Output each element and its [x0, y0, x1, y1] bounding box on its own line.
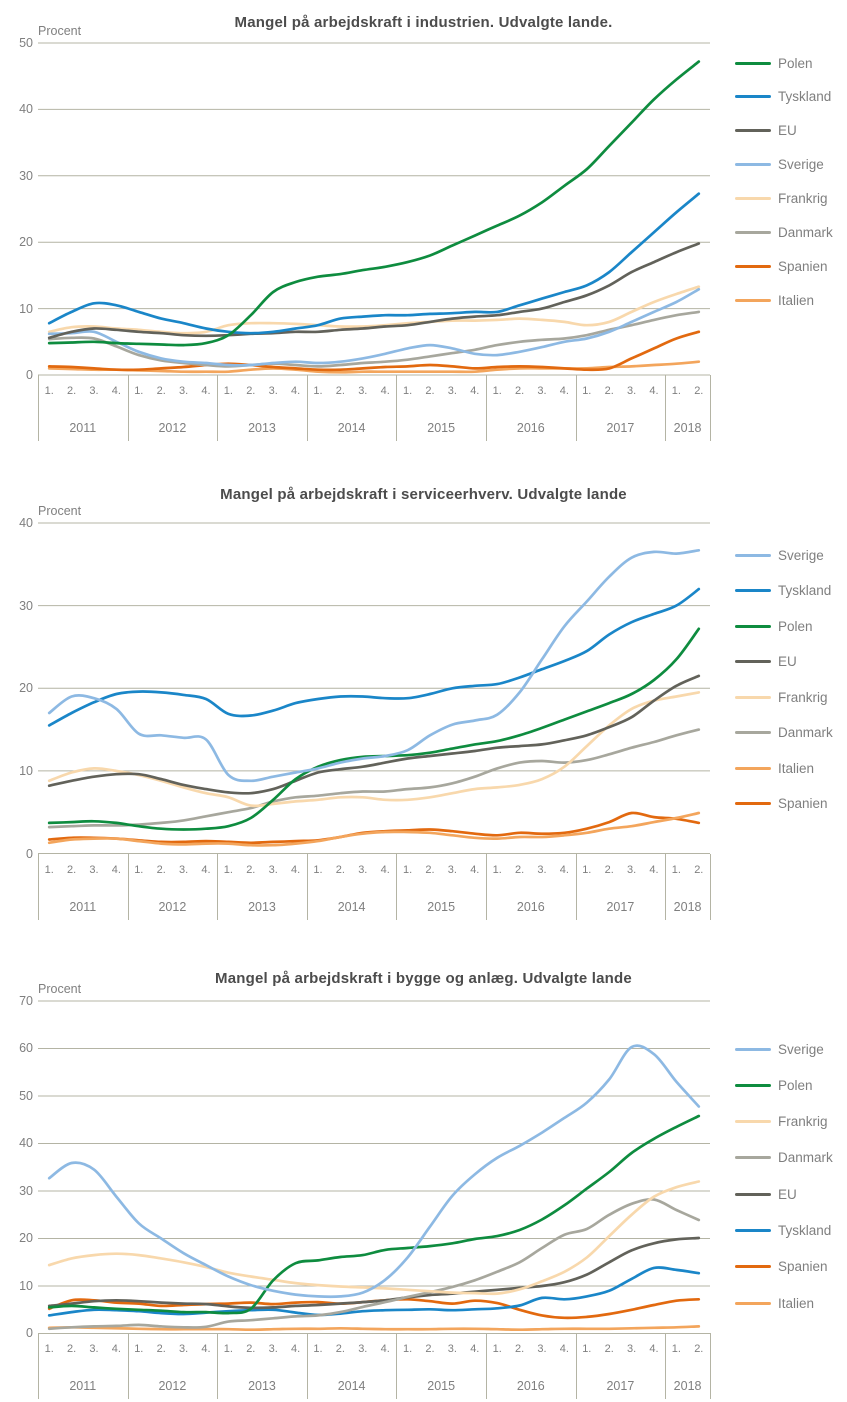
y-tick-label: 40 — [19, 1136, 33, 1150]
quarter-label: 1. — [134, 863, 144, 876]
quarter-label: 3. — [447, 1343, 457, 1355]
legend-swatch-italien — [735, 1302, 771, 1305]
quarter-label: 2. — [425, 385, 435, 397]
quarter-label: 1. — [313, 863, 323, 876]
quarter-label: 4. — [201, 863, 211, 876]
legend-item-danmark: Danmark — [778, 1150, 833, 1166]
legend-item-spanien: Spanien — [778, 796, 828, 811]
legend-item-eu: EU — [778, 654, 797, 669]
quarter-label: 1. — [582, 863, 592, 876]
quarter-label: 3. — [537, 863, 547, 876]
series-line-eu — [49, 1238, 699, 1308]
quarter-label: 3. — [268, 385, 278, 397]
quarter-label: 1. — [134, 1343, 144, 1355]
year-label: 2012 — [158, 421, 187, 435]
quarter-label: 3. — [178, 863, 189, 876]
quarter-label: 3. — [626, 863, 637, 876]
y-tick-label: 0 — [26, 368, 33, 382]
quarter-label: 1. — [134, 385, 144, 397]
legend-item-eu: EU — [778, 1186, 797, 1202]
plot-canvas — [38, 523, 710, 856]
quarter-label: 2. — [66, 385, 77, 397]
quarter-label: 1. — [313, 385, 323, 397]
legend-swatch-tyskland — [735, 95, 771, 98]
quarter-label: 3. — [358, 1343, 368, 1355]
legend-swatch-sverige — [735, 554, 771, 557]
quarter-label: 1. — [44, 863, 54, 876]
legend-item-danmark: Danmark — [778, 725, 833, 740]
year-label: 2016 — [516, 1379, 545, 1393]
y-axis-unit-label: Procent — [38, 24, 82, 38]
year-label: 2011 — [69, 899, 97, 914]
legend-item-spanien: Spanien — [778, 1259, 828, 1275]
year-label: 2016 — [516, 899, 545, 914]
quarter-label: 3. — [626, 385, 637, 397]
quarter-label: 1. — [492, 1343, 502, 1355]
year-label: 2013 — [248, 899, 276, 914]
legend-swatch-tyskland — [735, 589, 771, 592]
quarter-label: 2. — [335, 1343, 345, 1355]
quarter-label: 3. — [89, 1343, 99, 1355]
legend-item-polen: Polen — [778, 55, 813, 71]
y-tick-label: 20 — [19, 1231, 33, 1245]
quarter-label: 1. — [671, 385, 681, 397]
quarter-label: 2. — [514, 1343, 525, 1355]
quarter-label: 1. — [402, 385, 413, 397]
legend-item-sverige: Sverige — [778, 157, 824, 173]
year-label: 2017 — [606, 899, 635, 914]
year-label: 2011 — [69, 1379, 97, 1393]
year-label: 2017 — [606, 421, 635, 435]
y-tick-label: 50 — [19, 36, 33, 50]
x-axis-separator — [710, 1333, 711, 1399]
legend-item-tyskland: Tyskland — [778, 89, 832, 105]
series-line-spanien — [49, 332, 699, 370]
legend-item-frankrig: Frankrig — [778, 191, 828, 207]
x-axis-separator — [710, 854, 711, 920]
legend-swatch-eu — [735, 129, 771, 132]
quarter-label: 1. — [582, 385, 592, 397]
quarter-label: 3. — [537, 1343, 547, 1355]
quarter-label: 1. — [223, 1343, 233, 1355]
series-line-frankrig — [49, 692, 699, 806]
legend-swatch-spanien — [735, 802, 771, 805]
legend-swatch-frankrig — [735, 197, 771, 200]
legend-swatch-spanien — [735, 1265, 771, 1268]
legend-item-tyskland: Tyskland — [778, 1223, 832, 1238]
quarter-label: 3. — [178, 1343, 189, 1355]
series-line-sverige — [49, 550, 699, 781]
year-label: 2013 — [248, 1379, 276, 1393]
y-axis-unit-label: Procent — [38, 981, 82, 996]
quarter-label: 2. — [604, 863, 614, 876]
quarter-label: 4. — [290, 1343, 301, 1355]
legend-swatch-polen — [735, 625, 771, 628]
y-tick-label: 10 — [19, 763, 33, 778]
chart-title-construction: Mangel på arbejdskraft i bygge og anlæg. Udvalgte lande — [215, 970, 632, 988]
quarter-label: 1. — [402, 863, 413, 876]
quarter-label: 1. — [492, 385, 502, 397]
quarter-label: 3. — [89, 863, 99, 876]
legend-swatch-sverige — [735, 163, 771, 166]
y-tick-label: 0 — [26, 1326, 33, 1340]
quarter-label: 2. — [66, 863, 77, 876]
y-tick-label: 30 — [19, 1183, 33, 1198]
chart-title-industry: Mangel på arbejdskraft i industrien. Udvalgte lande. — [234, 14, 613, 32]
quarter-label: 3. — [537, 385, 547, 397]
quarter-label: 4. — [649, 1343, 659, 1355]
year-label: 2018 — [673, 421, 702, 435]
quarter-label: 4. — [290, 863, 301, 876]
y-tick-label: 20 — [19, 235, 33, 250]
quarter-label: 4. — [201, 385, 211, 397]
legend-swatch-danmark — [735, 231, 771, 234]
quarter-label: 4. — [380, 1343, 390, 1355]
legend-swatch-italien — [735, 299, 771, 302]
y-tick-label: 60 — [19, 1041, 33, 1055]
year-label: 2018 — [673, 899, 702, 914]
legend-item-italien: Italien — [778, 292, 815, 308]
legend-item-frankrig: Frankrig — [778, 1114, 828, 1130]
legend-item-sverige: Sverige — [778, 1041, 824, 1057]
series-line-danmark — [49, 730, 699, 828]
year-label: 2016 — [516, 421, 545, 435]
quarter-label: 3. — [447, 385, 457, 397]
y-axis-unit-label: Procent — [38, 504, 82, 518]
legend-item-spanien: Spanien — [778, 258, 828, 274]
legend-item-eu: EU — [778, 123, 797, 139]
quarter-label: 1. — [223, 863, 233, 876]
legend-swatch-spanien — [735, 265, 771, 268]
quarter-label: 4. — [111, 385, 121, 397]
legend-swatch-italien — [735, 767, 771, 770]
quarter-label: 2. — [694, 863, 704, 876]
quarter-label: 3. — [178, 385, 189, 397]
legend-swatch-polen — [735, 62, 771, 65]
y-tick-label: 30 — [19, 598, 33, 613]
series-line-frankrig — [49, 1181, 699, 1293]
legend-item-frankrig: Frankrig — [778, 689, 828, 705]
legend-swatch-frankrig — [735, 696, 771, 699]
quarter-label: 1. — [223, 385, 233, 397]
quarter-label: 3. — [268, 863, 278, 876]
quarter-label: 4. — [201, 1343, 211, 1355]
quarter-label: 2. — [335, 863, 345, 876]
year-label: 2011 — [69, 421, 97, 435]
legend-swatch-tyskland — [735, 1229, 771, 1232]
y-tick-label: 20 — [19, 681, 33, 696]
quarter-label: 4. — [470, 1343, 480, 1355]
quarter-label: 3. — [268, 1343, 278, 1355]
legend-swatch-danmark — [735, 731, 771, 734]
quarter-label: 4. — [559, 863, 569, 876]
quarter-label: 2. — [425, 1343, 435, 1355]
quarter-label: 2. — [156, 1343, 166, 1355]
legend-item-polen: Polen — [778, 1077, 813, 1093]
year-label: 2018 — [673, 1379, 702, 1393]
legend-item-italien: Italien — [778, 1295, 815, 1311]
quarter-label: 4. — [111, 863, 121, 876]
quarter-label: 2. — [156, 863, 166, 876]
quarter-label: 2. — [156, 385, 166, 397]
quarter-label: 1. — [671, 1343, 681, 1355]
year-label: 2012 — [158, 1379, 187, 1393]
legend-swatch-danmark — [735, 1156, 771, 1159]
y-tick-label: 70 — [19, 993, 33, 1008]
quarter-label: 2. — [246, 385, 256, 397]
year-label: 2014 — [337, 899, 366, 914]
quarter-label: 2. — [694, 385, 704, 397]
quarter-label: 3. — [89, 385, 99, 397]
legend-swatch-eu — [735, 1193, 771, 1196]
legend-swatch-sverige — [735, 1048, 771, 1051]
year-label: 2014 — [337, 1379, 366, 1393]
quarter-label: 3. — [358, 863, 368, 876]
quarter-label: 1. — [582, 1343, 592, 1355]
legend-swatch-polen — [735, 1084, 771, 1087]
quarter-label: 1. — [313, 1343, 323, 1355]
quarter-label: 2. — [66, 1343, 77, 1355]
quarter-label: 2. — [514, 863, 525, 876]
quarter-label: 1. — [44, 1343, 54, 1355]
quarter-label: 4. — [649, 863, 659, 876]
series-line-polen — [49, 1116, 699, 1313]
plot-canvas — [38, 43, 710, 377]
quarter-label: 2. — [514, 385, 525, 397]
y-tick-label: 10 — [19, 1278, 33, 1293]
quarter-label: 2. — [604, 1343, 614, 1355]
year-label: 2013 — [248, 421, 276, 435]
legend-item-italien: Italien — [778, 760, 815, 776]
series-line-sverige — [49, 1045, 699, 1296]
quarter-label: 3. — [358, 385, 368, 397]
quarter-label: 3. — [447, 863, 457, 876]
y-tick-label: 0 — [26, 846, 33, 861]
legend-item-polen: Polen — [778, 618, 813, 634]
quarter-label: 4. — [380, 863, 390, 876]
legend-swatch-frankrig — [735, 1120, 771, 1123]
series-line-tyskland — [49, 194, 699, 334]
series-line-tyskland — [49, 1267, 699, 1315]
legend-item-tyskland: Tyskland — [778, 583, 832, 598]
series-line-polen — [49, 62, 699, 346]
year-label: 2014 — [337, 421, 366, 435]
y-tick-label: 50 — [19, 1088, 33, 1103]
x-axis-separator — [710, 375, 711, 441]
quarter-label: 4. — [649, 385, 659, 397]
quarter-label: 4. — [111, 1343, 121, 1355]
y-tick-label: 30 — [19, 168, 33, 183]
quarter-label: 4. — [380, 385, 390, 397]
quarter-label: 1. — [671, 863, 681, 876]
quarter-label: 4. — [470, 863, 480, 876]
y-tick-label: 10 — [19, 301, 33, 316]
series-line-italien — [49, 1326, 699, 1329]
quarter-label: 1. — [492, 863, 502, 876]
quarter-label: 2. — [694, 1343, 704, 1355]
quarter-label: 4. — [290, 385, 301, 397]
y-tick-label: 40 — [19, 102, 33, 117]
year-label: 2015 — [427, 421, 456, 435]
legend-item-sverige: Sverige — [778, 547, 824, 563]
series-line-danmark — [49, 312, 699, 367]
plot-canvas — [38, 1001, 710, 1336]
legend-swatch-eu — [735, 660, 771, 663]
year-label: 2017 — [606, 1379, 635, 1393]
year-label: 2012 — [158, 899, 187, 914]
quarter-label: 1. — [44, 385, 54, 397]
quarter-label: 1. — [402, 1343, 413, 1355]
quarter-label: 2. — [335, 385, 345, 397]
quarter-label: 4. — [559, 1343, 569, 1355]
quarter-label: 2. — [246, 1343, 256, 1355]
chart-title-services: Mangel på arbejdskraft i serviceerhverv. Udvalgte lande — [220, 486, 627, 504]
quarter-label: 2. — [604, 385, 614, 397]
quarter-label: 3. — [626, 1343, 637, 1355]
legend-item-danmark: Danmark — [778, 225, 833, 240]
year-label: 2015 — [427, 1379, 456, 1393]
quarter-label: 2. — [425, 863, 435, 876]
year-label: 2015 — [427, 899, 456, 914]
quarter-label: 4. — [470, 385, 480, 397]
y-tick-label: 40 — [19, 516, 33, 530]
quarter-label: 4. — [559, 385, 569, 397]
quarter-label: 2. — [246, 863, 256, 876]
